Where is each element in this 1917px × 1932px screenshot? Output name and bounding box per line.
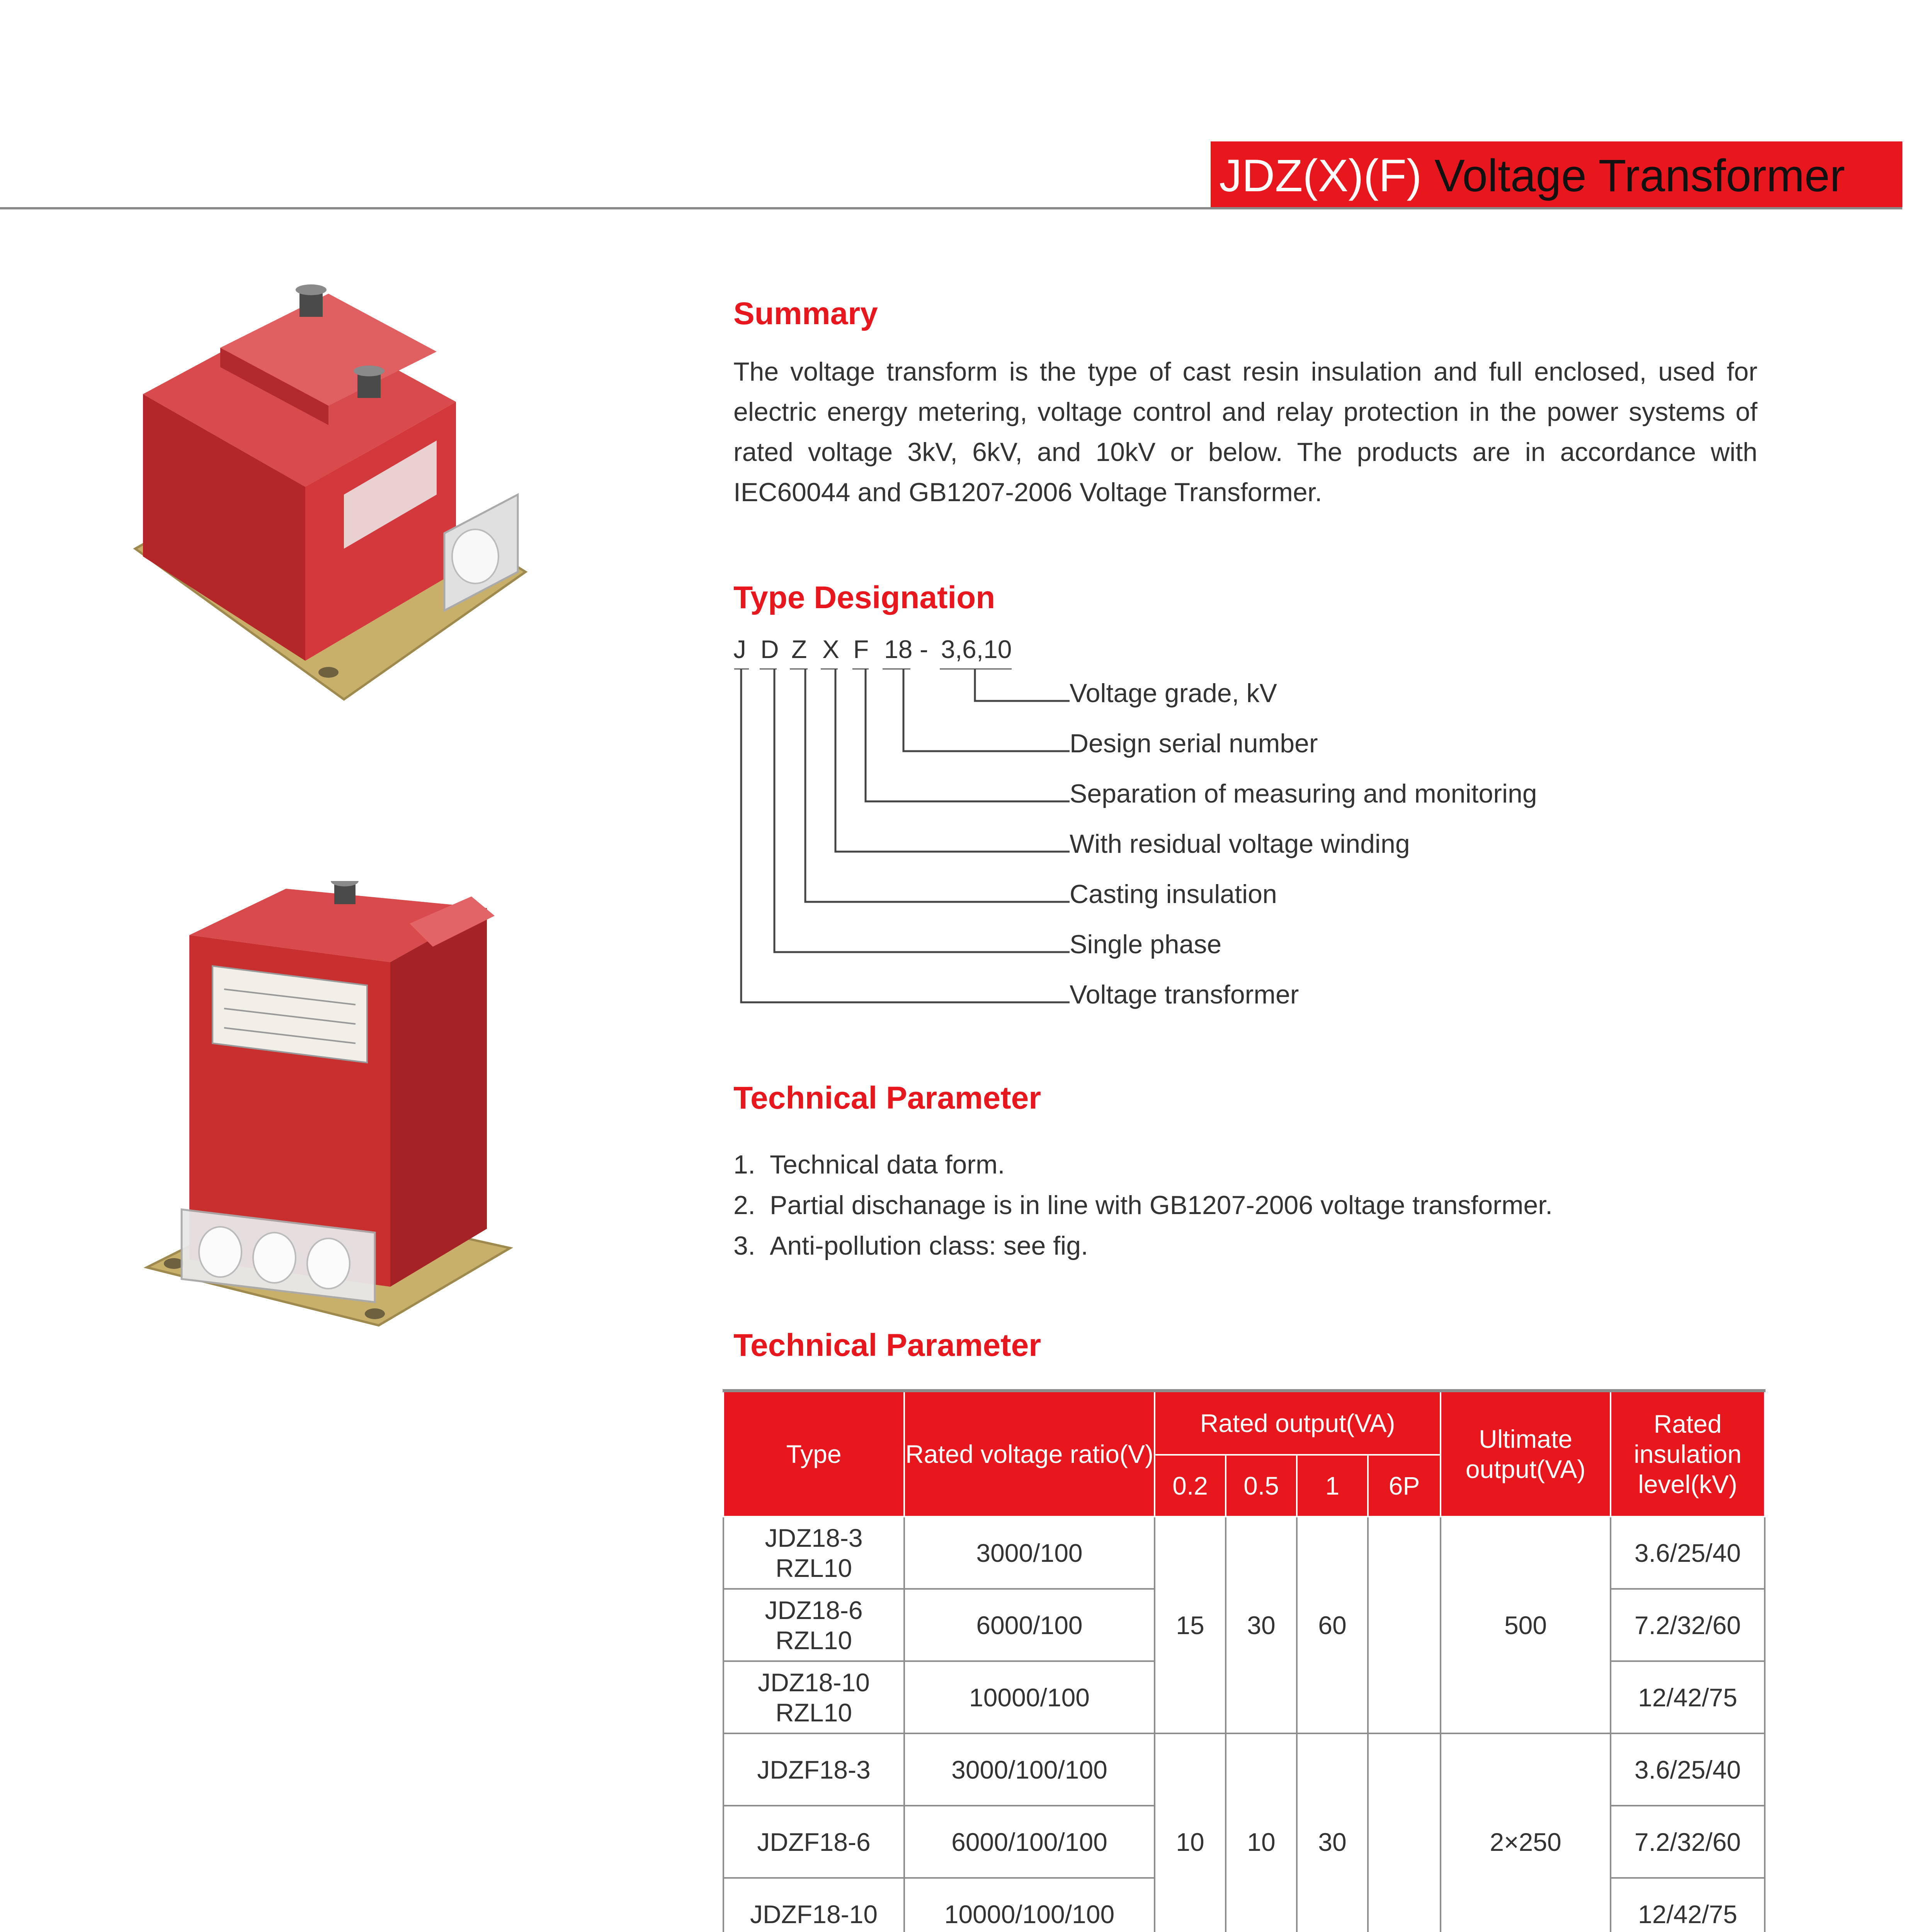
cell-output-6p bbox=[1368, 1517, 1441, 1733]
note-item bbox=[733, 1190, 1553, 1220]
cell-output-0-2 bbox=[1155, 1517, 1226, 1733]
cell-rated-voltage-ratio-text: 10000/100 bbox=[969, 1683, 1090, 1712]
cell-type-text: JDZ18-6 bbox=[765, 1595, 863, 1624]
header-class-0-5: 0.5 bbox=[1226, 1455, 1297, 1517]
table-row bbox=[723, 1517, 1765, 1589]
designation-label-single-phase: Single phase bbox=[1070, 930, 1222, 959]
cell-ultimate-output-text: 2×250 bbox=[1490, 1827, 1561, 1856]
header-rated-voltage-ratio: Rated voltage ratio(V) bbox=[904, 1391, 1155, 1517]
cell-insulation-level bbox=[1611, 1733, 1765, 1806]
cell-insulation-level-text: 7.2/32/60 bbox=[1634, 1611, 1741, 1639]
note-item bbox=[733, 1150, 1005, 1180]
cell-type-text: RZL10 bbox=[775, 1626, 852, 1655]
cell-rated-voltage-ratio-text: 3000/100/100 bbox=[951, 1755, 1107, 1784]
technical-table-title: Technical Parameter bbox=[733, 1328, 1041, 1363]
code-letter-x: X bbox=[822, 635, 840, 663]
code-voltage: 3,6,10 bbox=[941, 635, 1012, 663]
cell-rated-voltage-ratio bbox=[904, 1517, 1155, 1589]
summary-text: The voltage transform is the type of cast resin insulation and full enclosed, used for electric energy metering, voltage control and relay protection in the power systems of rated voltage 3kV, 6kV, and 10kV or below. The products are in accordance with IEC60044 and GB1207-2006 Voltage Transformer. bbox=[733, 357, 1757, 507]
cell-output-0-5 bbox=[1226, 1733, 1297, 1932]
cell-type-text: JDZ18-3 bbox=[765, 1523, 863, 1552]
code-serial: 18 bbox=[884, 635, 913, 663]
cell-ultimate-output bbox=[1441, 1733, 1611, 1932]
page-title-product: Voltage Transformer bbox=[1434, 150, 1845, 201]
cell-insulation-level bbox=[1611, 1517, 1765, 1589]
designation-label-serial-number: Design serial number bbox=[1070, 729, 1318, 758]
code-letter-d: D bbox=[760, 635, 779, 663]
header-class-6p: 6P bbox=[1368, 1455, 1441, 1517]
note-text: Partial dischanage is in line with GB1207-2006 voltage transformer. bbox=[770, 1190, 1553, 1220]
cell-insulation-level bbox=[1611, 1589, 1765, 1661]
designation-label-casting-insulation: Casting insulation bbox=[1070, 879, 1277, 909]
cell-rated-voltage-ratio-text: 6000/100/100 bbox=[951, 1827, 1107, 1856]
note-number: 1. bbox=[733, 1150, 755, 1179]
page-title-model: JDZ(X)(F) bbox=[1219, 150, 1422, 201]
cell-ultimate-output bbox=[1441, 1517, 1611, 1733]
cell-output-0-5-text: 30 bbox=[1247, 1611, 1276, 1639]
header-class-0-2: 0.2 bbox=[1155, 1455, 1226, 1517]
cell-output-0-2 bbox=[1155, 1733, 1226, 1932]
note-item bbox=[733, 1231, 1088, 1261]
cell-type-text: JDZF18-10 bbox=[750, 1900, 878, 1929]
cell-type-text: JDZ18-10 bbox=[758, 1668, 870, 1697]
cell-rated-voltage-ratio bbox=[904, 1661, 1155, 1733]
cell-output-0-2-text: 15 bbox=[1176, 1611, 1204, 1639]
designation-label-separation: Separation of measuring and monitoring bbox=[1070, 779, 1537, 808]
cell-output-0-5 bbox=[1226, 1517, 1297, 1733]
technical-notes-title: Technical Parameter bbox=[733, 1080, 1041, 1116]
technical-parameter-table bbox=[723, 1389, 1766, 1932]
code-letter-z: Z bbox=[791, 635, 807, 663]
type-designation-leader-lines bbox=[733, 668, 1073, 1024]
cell-type bbox=[723, 1589, 904, 1661]
cell-type-text: JDZF18-6 bbox=[757, 1827, 871, 1856]
cell-type bbox=[723, 1517, 904, 1589]
cell-insulation-level-text: 7.2/32/60 bbox=[1634, 1827, 1741, 1856]
code-letter-j: J bbox=[733, 635, 746, 663]
type-designation-title: Type Designation bbox=[733, 580, 995, 615]
summary-title: Summary bbox=[733, 296, 878, 331]
type-code bbox=[733, 634, 1012, 665]
note-number: 2. bbox=[733, 1190, 755, 1220]
cell-type bbox=[723, 1661, 904, 1733]
note-number: 3. bbox=[733, 1231, 755, 1260]
cell-insulation-level bbox=[1611, 1661, 1765, 1733]
header-rated-output: Rated output(VA) bbox=[1155, 1391, 1441, 1455]
transformer-photo-2 bbox=[139, 881, 529, 1345]
cell-insulation-level bbox=[1611, 1806, 1765, 1878]
cell-output-1-text: 30 bbox=[1318, 1827, 1347, 1856]
cell-output-1-text: 60 bbox=[1318, 1611, 1347, 1639]
cell-output-6p bbox=[1368, 1733, 1441, 1932]
page-title bbox=[1219, 143, 1845, 209]
cell-insulation-level bbox=[1611, 1878, 1765, 1932]
cell-output-1 bbox=[1297, 1517, 1368, 1733]
cell-type bbox=[723, 1733, 904, 1806]
header-type: Type bbox=[723, 1391, 904, 1517]
cell-type-text: RZL10 bbox=[775, 1698, 852, 1727]
header-rule bbox=[0, 207, 1902, 209]
cell-rated-voltage-ratio bbox=[904, 1733, 1155, 1806]
cell-type-text: RZL10 bbox=[775, 1553, 852, 1582]
cell-rated-voltage-ratio-text: 6000/100 bbox=[976, 1611, 1083, 1639]
cell-ultimate-output-text: 500 bbox=[1504, 1611, 1547, 1639]
table-row bbox=[723, 1733, 1765, 1806]
designation-label-residual-winding: With residual voltage winding bbox=[1070, 829, 1410, 859]
cell-type bbox=[723, 1878, 904, 1932]
cell-rated-voltage-ratio-text: 10000/100/100 bbox=[944, 1900, 1115, 1929]
note-text: Technical data form. bbox=[770, 1150, 1005, 1179]
cell-output-0-5-text: 10 bbox=[1247, 1827, 1276, 1856]
designation-label-voltage-transformer: Voltage transformer bbox=[1070, 980, 1299, 1009]
cell-rated-voltage-ratio bbox=[904, 1589, 1155, 1661]
note-text: Anti-pollution class: see fig. bbox=[770, 1231, 1088, 1260]
header-ultimate-output: Ultimate output(VA) bbox=[1441, 1391, 1611, 1517]
table-body bbox=[723, 1517, 1765, 1932]
cell-insulation-level-text: 3.6/25/40 bbox=[1634, 1538, 1741, 1567]
cell-insulation-level-text: 12/42/75 bbox=[1638, 1900, 1737, 1929]
code-dash: - bbox=[920, 635, 928, 663]
designation-label-voltage-grade: Voltage grade, kV bbox=[1070, 679, 1277, 708]
cell-type-text: JDZF18-3 bbox=[757, 1755, 871, 1784]
transformer-photo-1 bbox=[128, 278, 564, 715]
cell-rated-voltage-ratio-text: 3000/100 bbox=[976, 1538, 1083, 1567]
cell-insulation-level-text: 12/42/75 bbox=[1638, 1683, 1737, 1712]
cell-output-1 bbox=[1297, 1733, 1368, 1932]
header-rated-insulation: Rated insulation level(kV) bbox=[1611, 1391, 1765, 1517]
header-class-1: 1 bbox=[1297, 1455, 1368, 1517]
code-letter-f: F bbox=[853, 635, 869, 663]
cell-rated-voltage-ratio bbox=[904, 1806, 1155, 1878]
cell-output-0-2-text: 10 bbox=[1176, 1827, 1204, 1856]
cell-rated-voltage-ratio bbox=[904, 1878, 1155, 1932]
cell-type bbox=[723, 1806, 904, 1878]
cell-insulation-level-text: 3.6/25/40 bbox=[1634, 1755, 1741, 1784]
